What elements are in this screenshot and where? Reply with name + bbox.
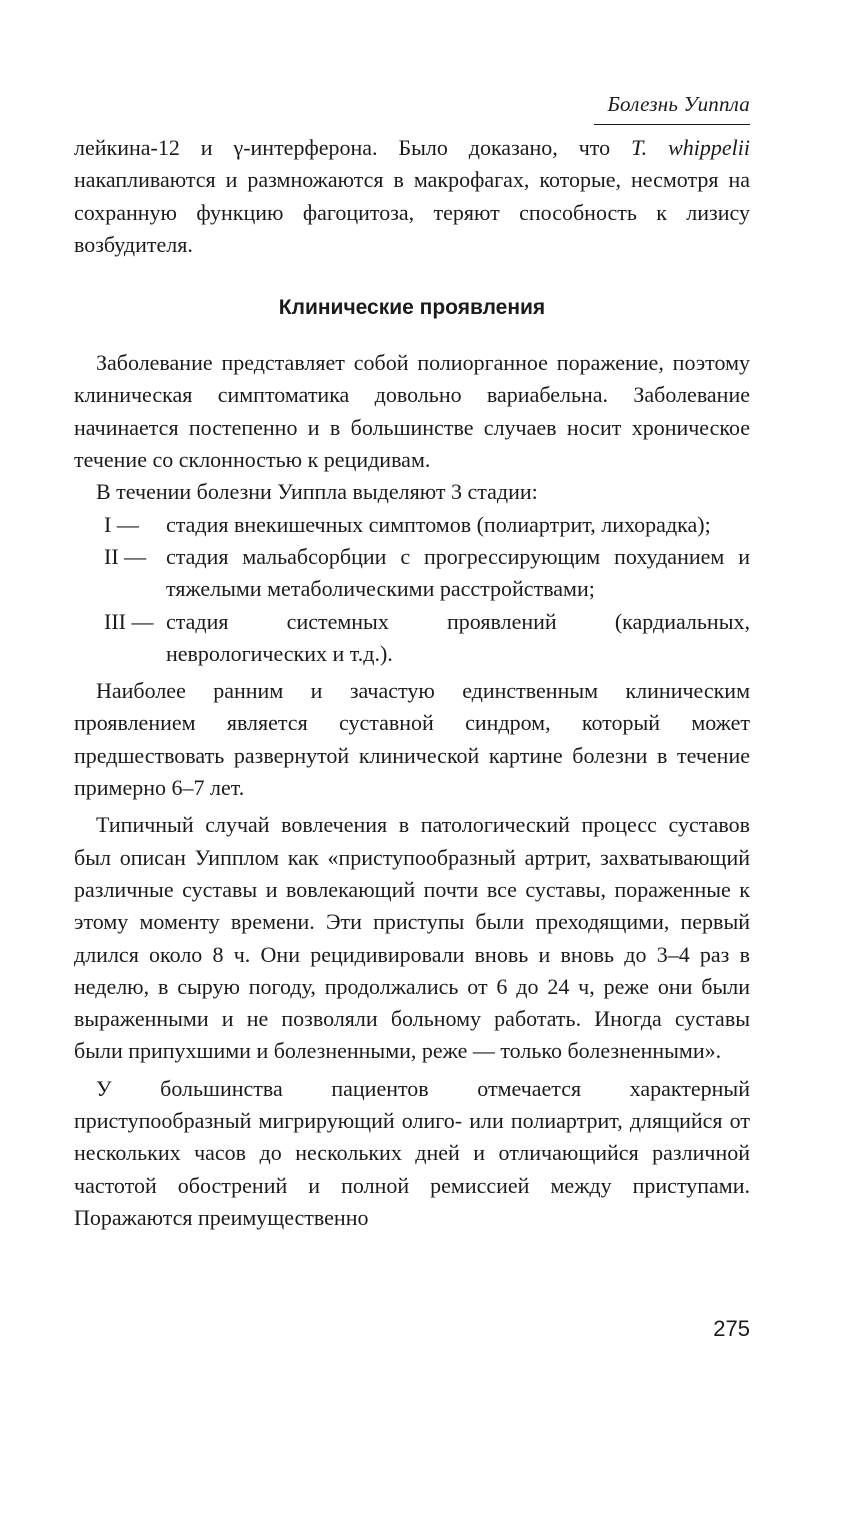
- stage-item: [74, 509, 750, 541]
- running-header: Болезнь Уиппла: [607, 92, 750, 116]
- stage-item: [74, 541, 750, 606]
- stage-number: II —: [104, 543, 147, 569]
- stage-item: [74, 606, 750, 671]
- disease-paragraph: Заболевание представляет собой полиорганное поражение, поэтому клиническая симптоматика довольно вариабельна. Заболевание начинается постепенно и в большинстве случаев носит хроническое течение со склонностью к рецидивам.: [74, 350, 750, 473]
- stage-description: стадия системных проявлений (кардиальных, неврологических и т.д.).: [166, 608, 750, 666]
- stages-intro-paragraph: В течении болезни Уиппла выделяют 3 стадии:: [96, 479, 538, 505]
- header-rule: [594, 124, 750, 125]
- section-heading: Клинические проявления: [278, 296, 546, 320]
- stage-description: стадия внекишечных симптомов (полиартрит, лихорадка);: [166, 511, 711, 537]
- species-name: T. whippelii: [631, 135, 750, 160]
- stage-number: III —: [104, 608, 154, 634]
- stage-number: I —: [104, 511, 139, 537]
- stage-description: стадия мальабсорбции с прогрессирующим похуданием и тяжелыми метаболическими расстройствами;: [166, 543, 750, 602]
- book-page: [74, 0, 750, 1515]
- page-number: 275: [713, 1316, 750, 1341]
- stages-list: [74, 509, 750, 670]
- whipple-quote-paragraph: Типичный случай вовлечения в патологический процесс суставов был описан Уипплом как «приступообразный артрит, захватывающий различные суставы и вовлекающий почти все суставы, пораженные к этому моменту времени. Эти приступы были преходящими, первый длился около 8 ч. Они рецидивировали вновь и вновь до 3–4 раз в неделю, в сырую погоду, продолжались от 6 до 24 ч, реже они были выраженными и не позволяли больному работать. Иногда суставы были припухшими и болезненными, реже — только болезненными».: [74, 812, 750, 1064]
- majority-patients-paragraph: У большинства пациентов отмечается характерный приступообразный мигрирующий олиго- или полиартрит, длящийся от нескольких часов до нескольких дней и отличающийся различной частотой обострений и полной ремиссией между приступами. Поражаются преимущественно: [74, 1075, 750, 1230]
- intro-text-start: лейкина-12 и γ-интерферона. Было доказано, что: [74, 135, 632, 160]
- intro-text-end: накапливаются и размножаются в макрофагах, которые, несмотря на сохранную функцию фагоцитоза, теряют способность к лизису возбудителя.: [74, 167, 750, 257]
- joint-syndrome-paragraph: Наиболее ранним и зачастую единственным клиническим проявлением является суставной синдром, который может предшествовать развернутой клинической картине болезни в течение примерно 6–7 лет.: [74, 678, 750, 801]
- page-body: [74, 132, 750, 1234]
- intro-paragraph: [74, 132, 750, 261]
